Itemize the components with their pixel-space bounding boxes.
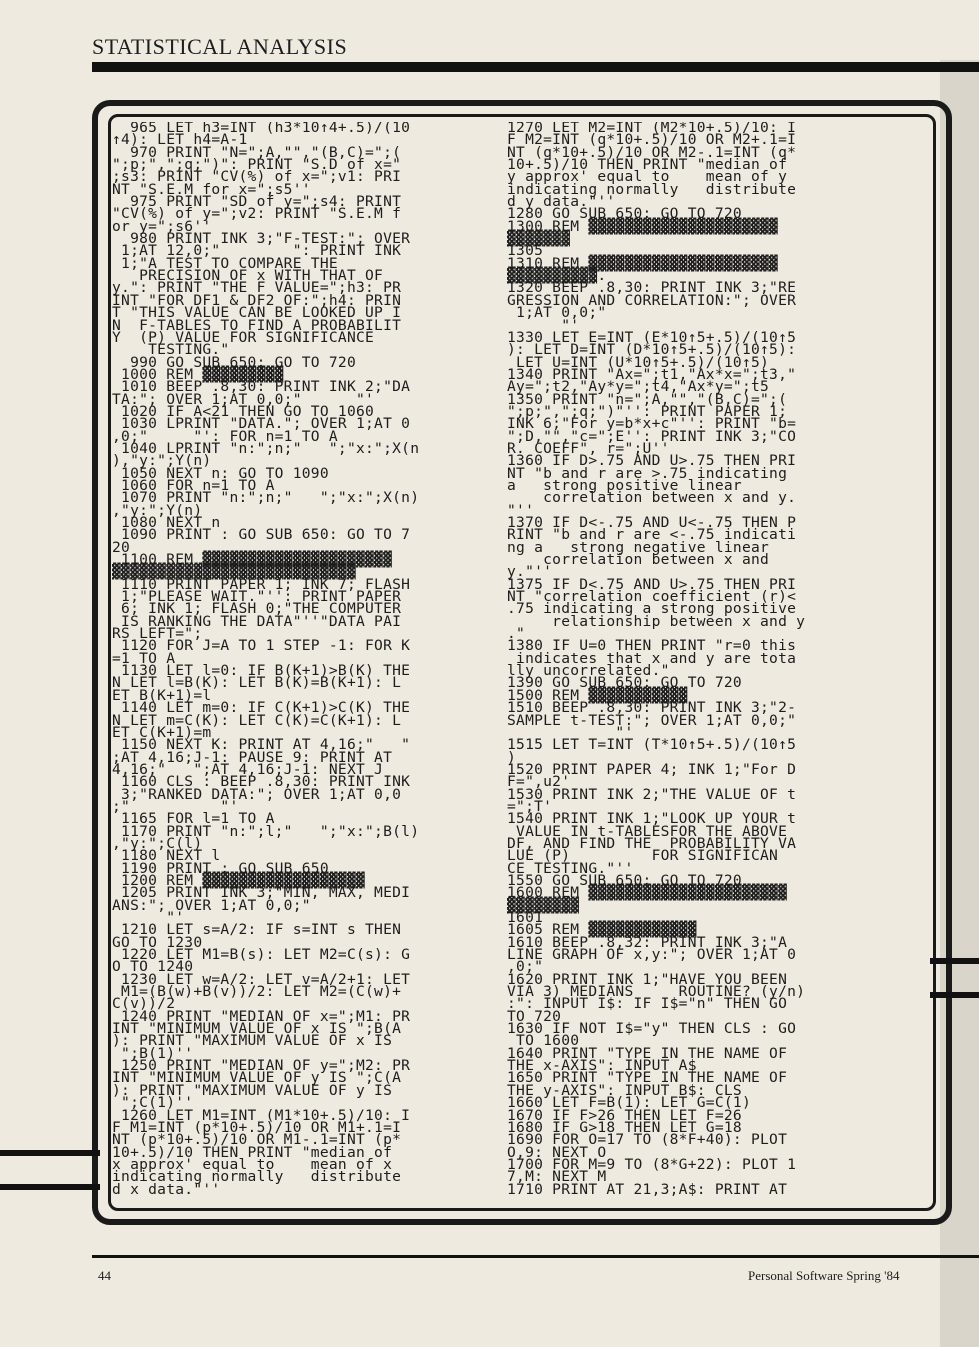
code-line: indicating normally distribute: [507, 180, 797, 198]
code-line: "': [507, 723, 634, 741]
code-line: R. COEFF", r=";U'': [507, 439, 670, 457]
code-line: 1060 FOR n=1 TO A: [112, 476, 275, 494]
code-line: ET B(K+1)=l: [112, 686, 212, 704]
code-line: 1320 BEEP .8,30: PRINT INK 3;"RE: [507, 279, 797, 297]
code-line: 1010 BEEP .8,30: PRINT INK 2;"DA: [112, 378, 411, 396]
code-line: 1240 PRINT "MEDIAN OF x=";M1: PR: [112, 1007, 411, 1025]
code-line: d y data."'': [507, 193, 616, 211]
code-line: 1680 IF G>18 THEN LET G=18: [507, 1118, 742, 1136]
code-line: y approx' equal to mean of y: [507, 168, 788, 186]
code-line: 1150 NEXT K: PRINT AT 4,16;" ": [112, 736, 411, 754]
code-line: N F-TABLES TO FIND A PROBABILIT: [112, 316, 402, 334]
code-line: 1160 CLS : BEEP .8,30: PRINT INK: [112, 773, 411, 791]
code-line: 1530 PRINT INK 2;"THE VALUE OF t: [507, 785, 797, 803]
code-line: 1;AT 12,0;" ": PRINT INK: [112, 242, 402, 260]
code-line: 1630 IF NOT I$="y" THEN CLS : GO: [507, 1020, 797, 1038]
code-line: N LET m=C(K): LET C(K)=C(K+1): L: [112, 711, 402, 729]
code-line: ,"y:";Y(n): [112, 501, 203, 519]
code-line: ↑4): LET h4=A-1: [112, 131, 248, 149]
code-line: ▓▓▓▓▓▓▓▓▓▓.: [507, 267, 607, 285]
code-line: ): LET D=INT (D*10↑5+.5)/(10↑5):: [507, 341, 797, 359]
code-line: 1380 IF U=0 THEN PRINT "r=0 this: [507, 637, 797, 655]
code-line: O TO 1240: [112, 958, 194, 976]
code-line: 980 PRINT INK 3;"F-TEST:"; OVER: [112, 230, 411, 248]
code-line: ): [507, 748, 517, 766]
code-line: ▓▓▓▓▓▓▓▓▓▓▓▓▓▓▓▓▓▓▓▓▓▓▓▓▓▓▓: [112, 563, 356, 581]
magazine-issue: Personal Software Spring '84: [748, 1268, 900, 1283]
code-line: =1 TO A: [112, 649, 176, 667]
code-line: 1610 BEEP .8,32: PRINT INK 3;"A: [507, 933, 788, 951]
code-line: GO TO 1230: [112, 933, 203, 951]
code-line: 1270 LET M2=INT (M2*10+.5)/10: I: [507, 122, 797, 136]
code-line: 1040 LPRINT "n:";n;" ";"x:";X(n: [112, 439, 420, 457]
code-line: 1020 IF A<21 THEN GO TO 1060: [112, 402, 375, 420]
code-line: 1515 LET T=INT (T*10↑5+.5)/(10↑5: [507, 736, 797, 754]
code-line: 1;"PLEASE WAIT."'': PRINT PAPER: [112, 588, 402, 606]
code-line: 1070 PRINT "n:";n;" ";"x:";X(n): [112, 489, 420, 507]
code-line: 10+.5)/10 THEN PRINT "median of: [507, 156, 788, 174]
code-line: 1640 PRINT "TYPE IN THE NAME OF: [507, 1044, 788, 1062]
code-line: Y (P) VALUE FOR SIGNIFICANCE: [112, 328, 375, 346]
page-number: 44: [98, 1268, 111, 1283]
code-line: C(v))/2: [112, 995, 176, 1013]
code-line: y."'': [507, 563, 553, 581]
frame-left-bracket: [0, 1150, 100, 1190]
code-line: F M2=INT (q*10+.5)/10 OR M2+.1=I: [507, 131, 797, 149]
code-line: 1350 PRINT "n=";A,"","(B,C)=";(: [507, 390, 788, 408]
code-line: or y=";s6'': [112, 217, 212, 235]
code-line: 1220 LET M1=B(s): LET M2=C(s): G: [112, 946, 411, 964]
code-line: THE y-AXIS": INPUT B$: CLS: [507, 1081, 742, 1099]
code-line: INT "FOR DF1 & DF2 OF:";h4: PRIN: [112, 291, 402, 309]
code-line: "CV(%) of y=";v2: PRINT "S.E.M f: [112, 205, 402, 223]
code-line: INK 6;"For y=b*x+c"'': PRINT "b=: [507, 415, 797, 433]
code-line: ): PRINT "MAXIMUM VALUE OF x IS: [112, 1032, 393, 1050]
code-line: 1600 REM ▓▓▓▓▓▓▓▓▓▓▓▓▓▓▓▓▓▓▓▓▓▓: [507, 884, 788, 902]
code-line: 1510 BEEP .8,30: PRINT INK 3;"2-: [507, 699, 797, 717]
code-line: 10+.5)/10 THEN PRINT "median of: [112, 1143, 393, 1161]
code-line: ";B(1)'': [112, 1044, 194, 1062]
code-line: 3;"RANKED DATA:"; OVER 1;AT 0,0: [112, 785, 402, 803]
code-line: ,"y:";C(l): [112, 834, 203, 852]
code-line: 970 PRINT "N=";A,"","(B,C)=";(: [112, 143, 402, 161]
code-line: d x data."'': [112, 1180, 221, 1198]
code-line: ),"y:";Y(n): [112, 452, 212, 470]
code-line: 1205 PRINT INK 3;"MIN, MAX, MEDI: [112, 884, 411, 902]
code-line: TESTING.": [112, 341, 230, 359]
code-line: ";C(1)'': [112, 1094, 194, 1112]
code-line: 1370 IF D<-.75 AND U<-.75 THEN P: [507, 514, 797, 531]
code-line: 1310 REM ▓▓▓▓▓▓▓▓▓▓▓▓▓▓▓▓▓▓▓▓▓: [507, 254, 779, 272]
code-line: TA:"; OVER 1;AT 0,0;" "': [112, 390, 375, 408]
code-line: "'': [507, 501, 535, 519]
code-line: 1375 IF D<.75 AND U>.75 THEN PRI: [507, 575, 797, 593]
code-line: 1710 PRINT AT 21,3;A$: PRINT AT: [507, 1180, 788, 1198]
code-line: ";D,"","c=";E'': PRINT INK 3;"CO: [507, 427, 797, 445]
code-line: M1=(B(w)+B(v))/2: LET M2=(C(w)+: [112, 983, 402, 1001]
code-line: correlation between x and y.: [507, 489, 797, 507]
code-line: ;AT 4,16;J-1: PAUSE 9: PRINT AT: [112, 748, 393, 766]
code-line: 1230 LET w=A/2: LET v=A/2+1: LET: [112, 970, 411, 988]
code-line: ,0;": [507, 958, 788, 976]
code-line: indicating normally distribute: [112, 1168, 402, 1186]
code-line: ;s3: PRINT "CV(%) of x=";v1: PRI: [112, 168, 402, 186]
code-line: 1300 REM ▓▓▓▓▓▓▓▓▓▓▓▓▓▓▓▓▓▓▓▓▓: [507, 217, 779, 235]
code-line: 1620 PRINT INK 1;"HAVE YOU BEEN: [507, 970, 788, 988]
code-line: SAMPLE t-TEST:"; OVER 1;AT 0,0;": [507, 711, 797, 729]
code-line: 1540 PRINT INK 1;"LOOK UP YOUR t: [507, 810, 797, 828]
code-line: TO 720: [507, 1007, 562, 1025]
code-line: lly uncorrelated.": [507, 662, 670, 680]
code-line: ng a strong negative linear: [507, 538, 770, 556]
code-line: 1;AT 0,0;": [507, 304, 797, 322]
code-line: ANS:"; OVER 1;AT 0,0;": [112, 896, 402, 914]
code-line: Ay=";t2,"Ay*y=";t4,"Ax*y=";t5: [507, 378, 770, 396]
code-line: 1100 REM ▓▓▓▓▓▓▓▓▓▓▓▓▓▓▓▓▓▓▓▓▓: [112, 551, 393, 569]
code-line: 1190 PRINT : GO SUB 650: [112, 859, 329, 877]
listing-right-column: [507, 122, 899, 1207]
code-line: NT "b and r are >.75 indicating: [507, 464, 788, 482]
footer-rule: [92, 1255, 979, 1258]
code-line: ";p;",";q;")": PRINT "S.D of x=": [112, 156, 402, 174]
code-line: PRECISION OF x WITH THAT OF: [112, 267, 384, 285]
code-line: correlation between x and: [507, 551, 770, 569]
code-line: ";p;",";q;")"'': PRINT PAPER 1;: [507, 402, 788, 420]
code-line: 1260 LET M1=INT (M1*10+.5)/10: I: [112, 1106, 411, 1124]
code-line: 7,M: NEXT M: [507, 1168, 607, 1186]
code-line: F=",u2': [507, 773, 571, 791]
code-line: IS RANKING THE DATA"''"DATA PAI: [112, 612, 402, 630]
code-line: 20: [112, 538, 131, 556]
code-line: THE x-AXIS": INPUT A$: [507, 1057, 697, 1075]
code-line: 1200 REM ▓▓▓▓▓▓▓▓▓▓▓▓▓▓▓▓▓▓: [112, 871, 366, 889]
code-line: N LET l=B(K): LET B(K)=B(K+1): L: [112, 674, 402, 692]
code-line: NT "S.E.M for x=";s5'': [112, 180, 311, 198]
code-line: 1165 FOR l=1 TO A: [112, 810, 275, 828]
code-line: VALUE IN t-TABLESFOR THE ABOVE: [507, 822, 788, 840]
code-line: ▓▓▓▓▓▓▓: [507, 230, 571, 248]
code-line: LUE (P) FOR SIGNIFICAN: [507, 847, 779, 865]
code-line: NT (p*10+.5)/10 OR M1-.1=INT (p*: [112, 1131, 402, 1149]
header-rule: [92, 62, 979, 72]
code-line: 965 LET h3=INT (h3*10↑4+.5)/(10: [112, 122, 411, 136]
code-line: indicates that x and y are tota: [507, 649, 797, 667]
code-line: 1520 PRINT PAPER 4; INK 1;"For D: [507, 760, 797, 778]
section-title: STATISTICAL ANALYSIS: [92, 34, 348, 59]
code-line: 1605 REM ▓▓▓▓▓▓▓▓▓▓▓▓: [507, 921, 697, 939]
code-line: 1250 PRINT "MEDIAN OF y=";M2: PR: [112, 1057, 411, 1075]
code-line: GRESSION AND CORRELATION:"; OVER: [507, 291, 797, 309]
code-line: .": [507, 625, 526, 643]
code-line: NT "correlation coefficient (r)<: [507, 588, 797, 606]
code-line: 1550 GO SUB 650: GO TO 720: [507, 871, 742, 889]
listing-left-column: [112, 122, 504, 1207]
code-line: y.": PRINT "THE F VALUE=";h3: PR: [112, 279, 402, 297]
code-line: 1670 IF F>26 THEN LET F=26: [507, 1106, 742, 1124]
code-line: 1340 PRINT "Ax=";t1,"Ax*x=";t3,": [507, 365, 797, 383]
code-line: 1170 PRINT "n:";l;" ";"x:";B(l): [112, 822, 420, 840]
code-line: 1305: [507, 242, 544, 260]
code-line: =";T': [507, 797, 553, 815]
code-line: F M1=INT (p*10+.5)/10 OR M1+.1=I: [112, 1118, 402, 1136]
code-line: :": INPUT I$: IF I$="n" THEN GO: [507, 995, 788, 1013]
code-line: NT (q*10+.5)/10 OR M2-.1=INT (q*: [507, 143, 797, 161]
frame-right-bracket: [930, 958, 979, 998]
code-line: 1140 LET m=0: IF C(K+1)>C(K) THE: [112, 699, 411, 717]
code-line: ,0;" "': FOR n=1 TO A: [112, 427, 338, 445]
code-line: ET C(K+1)=m: [112, 723, 212, 741]
code-line: CE TESTING."'': [507, 859, 634, 877]
code-line: 1180 NEXT l: [112, 847, 221, 865]
code-line: 1390 GO SUB 650: GO TO 720: [507, 674, 742, 692]
code-line: 6; INK 1; FLASH 0;"THE COMPUTER: [112, 600, 402, 618]
code-line: .75 indicating a strong positive: [507, 600, 797, 618]
code-line: 1601: [507, 909, 544, 926]
code-line: 1130 LET l=0: IF B(K+1)>B(K) THE: [112, 662, 411, 680]
code-line: 1030 LPRINT "DATA."; OVER 1;AT 0: [112, 415, 411, 433]
code-line: INT "MINIMUM VALUE OF x IS ";B(A: [112, 1020, 402, 1038]
code-line: relationship between x and y: [507, 612, 806, 630]
code-line: 1280 GO SUB 650: GO TO 720: [507, 205, 742, 223]
code-line: 975 PRINT "SD of y=";s4: PRINT: [112, 193, 402, 211]
code-line: 1110 PRINT PAPER 1; INK 7; FLASH: [112, 575, 411, 593]
code-line: LET U=INT (U*10↑5+.5)/(10↑5): [507, 353, 770, 371]
code-line: 990 GO SUB 650: GO TO 720: [112, 353, 356, 371]
code-line: "': [507, 316, 580, 334]
code-line: ;" "': [112, 797, 239, 815]
code-line: 1500 REM ▓▓▓▓▓▓▓▓▓▓▓: [507, 686, 688, 704]
code-line: 4,16;" ";AT 4,16;J-1: NEXT J: [112, 760, 384, 778]
code-line: 1080 NEXT n: [112, 514, 221, 531]
code-line: 1360 IF D>.75 AND U>.75 THEN PRI: [507, 452, 797, 470]
code-line: 1;"A TEST TO COMPARE THE: [112, 254, 338, 272]
code-line: "': [112, 909, 185, 926]
code-line: VIA 3) MEDIANS ROUTINE? (y/n): [507, 983, 806, 1001]
code-line: 1650 PRINT "TYPE IN THE NAME OF: [507, 1069, 788, 1087]
code-line: a strong positive linear: [507, 476, 742, 494]
code-line: INT "MINIMUM VALUE OF y IS ";C(A: [112, 1069, 402, 1087]
code-line: 1000 REM ▓▓▓▓▓▓▓▓▓: [112, 365, 284, 383]
code-line: 1690 FOR O=17 TO (8*F+40): PLOT: [507, 1131, 788, 1149]
code-line: TO 1600: [507, 1032, 580, 1050]
code-line: 1090 PRINT : GO SUB 650: GO TO 7: [112, 526, 411, 544]
code-line: LINE GRAPH OF x,y:"; OVER 1;AT 0: [507, 946, 797, 964]
code-line: ▓▓▓▓▓▓▓▓: [507, 896, 580, 914]
code-line: 1210 LET s=A/2: IF s=INT s THEN: [112, 921, 402, 939]
code-line: 1050 NEXT n: GO TO 1090: [112, 464, 329, 482]
code-line: 1700 FOR M=9 TO (8*G+22): PLOT 1: [507, 1155, 797, 1173]
code-line: O,9: NEXT O: [507, 1143, 607, 1161]
code-line: 1330 LET E=INT (E*10↑5+.5)/(10↑5: [507, 328, 797, 346]
code-line: RS LEFT=";: [112, 625, 203, 643]
code-line: RINT "b and r are <-.75 indicati: [507, 526, 797, 544]
code-line: 1120 FOR J=A TO 1 STEP -1: FOR K: [112, 637, 411, 655]
code-line: x approx' equal to mean of x: [112, 1155, 393, 1173]
code-line: DF, AND FIND THE PROBABILITY VA: [507, 834, 797, 852]
code-line: ): PRINT "MAXIMUM VALUE OF y IS: [112, 1081, 393, 1099]
code-line: 1660 LET F=B(1): LET G=C(1): [507, 1094, 751, 1112]
code-line: T "THIS VALUE CAN BE LOOKED UP I: [112, 304, 402, 322]
